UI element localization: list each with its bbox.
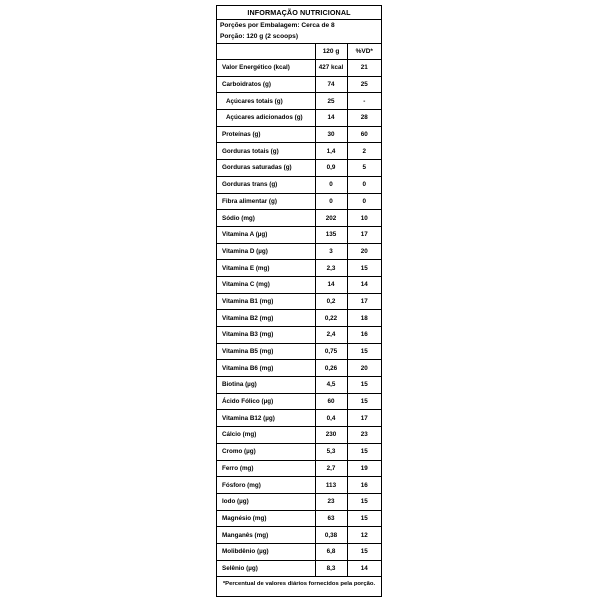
nutrient-name: Biotina (µg) [217, 377, 315, 394]
table-row [217, 360, 381, 377]
nutrient-amount: 2,4 [315, 327, 347, 344]
nutrient-daily-value: 15 [347, 493, 381, 510]
table-row [217, 510, 381, 527]
nutrient-amount: 0,38 [315, 527, 347, 544]
nutrient-daily-value: - [347, 93, 381, 110]
nutrient-name: Proteínas (g) [217, 126, 315, 143]
table-row [217, 293, 381, 310]
nutrient-amount: 202 [315, 210, 347, 227]
nutrient-name: Vitamina A (µg) [217, 226, 315, 243]
servings-per-package: Porções por Embalagem: Cerca de 8 [220, 22, 335, 29]
nutrient-daily-value: 18 [347, 310, 381, 327]
table-row [217, 126, 381, 143]
nutrient-daily-value: 0 [347, 176, 381, 193]
nutrient-daily-value: 20 [347, 360, 381, 377]
nutrient-daily-value: 15 [347, 377, 381, 394]
nutrient-daily-value: 19 [347, 460, 381, 477]
nutrient-name: Vitamina B12 (µg) [217, 410, 315, 427]
nutrient-daily-value: 15 [347, 543, 381, 560]
table-row [217, 560, 381, 577]
table-row [217, 110, 381, 127]
nutrient-daily-value: 14 [347, 560, 381, 577]
table-row [217, 343, 381, 360]
nutrient-daily-value: 16 [347, 477, 381, 494]
nutrient-amount: 14 [315, 276, 347, 293]
nutrient-name: Ferro (mg) [217, 460, 315, 477]
nutrient-daily-value: 60 [347, 126, 381, 143]
nutrient-amount: 0,26 [315, 360, 347, 377]
table-row [217, 377, 381, 394]
daily-value-column-header: %VD* [347, 44, 381, 60]
table-row [217, 76, 381, 93]
nutrient-amount: 8,3 [315, 560, 347, 577]
nutrient-name: Cálcio (mg) [217, 427, 315, 444]
table-row [217, 327, 381, 344]
nutrient-name: Ácido Fólico (µg) [217, 393, 315, 410]
nutrient-daily-value: 17 [347, 293, 381, 310]
nutrient-daily-value: 23 [347, 427, 381, 444]
table-row [217, 60, 381, 77]
nutrient-amount: 2,7 [315, 460, 347, 477]
nutrient-amount: 25 [315, 93, 347, 110]
nutrient-daily-value: 15 [347, 393, 381, 410]
table-row [217, 93, 381, 110]
nutrient-amount: 0,4 [315, 410, 347, 427]
nutrient-daily-value: 17 [347, 226, 381, 243]
nutrient-daily-value: 28 [347, 110, 381, 127]
nutrient-amount: 427 kcal [315, 60, 347, 77]
nutrient-name: Gorduras saturadas (g) [217, 160, 315, 177]
table-row [217, 143, 381, 160]
table-row [217, 477, 381, 494]
table-row [217, 460, 381, 477]
nutrient-name: Gorduras totais (g) [217, 143, 315, 160]
nutrient-amount: 63 [315, 510, 347, 527]
nutrient-name: Vitamina B5 (mg) [217, 343, 315, 360]
nutrient-name: Vitamina D (µg) [217, 243, 315, 260]
table-row [217, 276, 381, 293]
nutrient-daily-value: 15 [347, 343, 381, 360]
nutrient-name: Vitamina B2 (mg) [217, 310, 315, 327]
nutrient-amount: 1,4 [315, 143, 347, 160]
nutrient-name: Fósforo (mg) [217, 477, 315, 494]
nutrient-daily-value: 2 [347, 143, 381, 160]
table-row [217, 226, 381, 243]
nutrition-facts-panel [216, 5, 382, 597]
nutrient-amount: 5,3 [315, 443, 347, 460]
table-row [217, 427, 381, 444]
table-header-row [217, 44, 381, 60]
nutrient-amount: 113 [315, 477, 347, 494]
nutrient-name: Magnésio (mg) [217, 510, 315, 527]
nutrient-daily-value: 21 [347, 60, 381, 77]
table-row [217, 493, 381, 510]
table-row [217, 260, 381, 277]
footnote: *Percentual de valores diários fornecidos pela porção. [222, 581, 376, 588]
nutrient-name: Vitamina E (mg) [217, 260, 315, 277]
nutrient-daily-value: 12 [347, 527, 381, 544]
nutrient-amount: 0,22 [315, 310, 347, 327]
table-row [217, 193, 381, 210]
nutrient-amount: 74 [315, 76, 347, 93]
nutrient-amount: 3 [315, 243, 347, 260]
table-row [217, 210, 381, 227]
table-row [217, 310, 381, 327]
nutrient-daily-value: 15 [347, 260, 381, 277]
nutrient-name: Vitamina B6 (mg) [217, 360, 315, 377]
nutrient-daily-value: 10 [347, 210, 381, 227]
nutrient-name: Iodo (µg) [217, 493, 315, 510]
table-row [217, 393, 381, 410]
nutrient-daily-value: 15 [347, 443, 381, 460]
nutrient-amount: 14 [315, 110, 347, 127]
nutrition-table [217, 44, 381, 577]
nutrient-daily-value: 16 [347, 327, 381, 344]
nutrient-name: Vitamina B3 (mg) [217, 327, 315, 344]
nutrient-amount: 30 [315, 126, 347, 143]
nutrient-name: Açúcares totais (g) [217, 93, 315, 110]
nutrient-daily-value: 17 [347, 410, 381, 427]
nutrient-name: Molibdênio (µg) [217, 543, 315, 560]
nutrient-amount: 23 [315, 493, 347, 510]
nutrient-amount: 0 [315, 176, 347, 193]
nutrient-amount: 0,2 [315, 293, 347, 310]
table-row [217, 176, 381, 193]
nutrient-name: Selênio (µg) [217, 560, 315, 577]
nutrient-amount: 2,3 [315, 260, 347, 277]
nutrient-amount: 135 [315, 226, 347, 243]
table-row [217, 410, 381, 427]
nutrient-amount: 4,5 [315, 377, 347, 394]
nutrient-name: Vitamina C (mg) [217, 276, 315, 293]
nutrient-daily-value: 15 [347, 510, 381, 527]
nutrient-name: Cromo (µg) [217, 443, 315, 460]
nutrient-name: Manganês (mg) [217, 527, 315, 544]
nutrient-name: Carboidratos (g) [217, 76, 315, 93]
nutrient-name: Sódio (mg) [217, 210, 315, 227]
panel-title: INFORMAÇÃO NUTRICIONAL [217, 6, 381, 20]
nutrient-amount: 0,9 [315, 160, 347, 177]
nutrient-amount: 230 [315, 427, 347, 444]
nutrient-daily-value: 25 [347, 76, 381, 93]
table-row [217, 160, 381, 177]
nutrient-name: Vitamina B1 (mg) [217, 293, 315, 310]
nutrient-amount: 0 [315, 193, 347, 210]
nutrient-amount: 6,8 [315, 543, 347, 560]
nutrient-name: Gorduras trans (g) [217, 176, 315, 193]
table-row [217, 443, 381, 460]
nutrient-daily-value: 20 [347, 243, 381, 260]
nutrient-name: Açúcares adicionados (g) [217, 110, 315, 127]
table-row [217, 543, 381, 560]
nutrient-amount: 0,75 [315, 343, 347, 360]
nutrient-daily-value: 5 [347, 160, 381, 177]
table-row [217, 527, 381, 544]
nutrient-name: Valor Energético (kcal) [217, 60, 315, 77]
nutrient-column-header [217, 44, 315, 60]
table-row [217, 243, 381, 260]
nutrient-daily-value: 14 [347, 276, 381, 293]
serving-size: Porção: 120 g (2 scoops) [217, 31, 381, 44]
amount-column-header: 120 g [315, 44, 347, 60]
nutrient-name: Fibra alimentar (g) [217, 193, 315, 210]
nutrient-amount: 60 [315, 393, 347, 410]
nutrient-daily-value: 0 [347, 193, 381, 210]
